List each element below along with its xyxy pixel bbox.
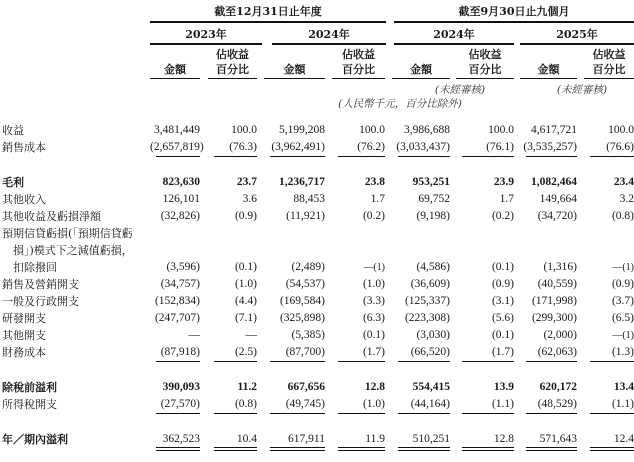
percentage-cell: (0.1) <box>362 329 385 341</box>
divider <box>394 21 634 23</box>
table-row <box>0 139 634 156</box>
percentage-cell: (76.3) <box>208 139 257 156</box>
table-row <box>0 310 634 327</box>
percentage-cell: 23.4 <box>613 176 634 188</box>
amount-label: 金額 <box>283 63 306 76</box>
amount-cell: 1,236,717 <box>279 176 325 188</box>
percentage-cell: 100.0 <box>608 124 634 136</box>
amount-label: 金額 <box>537 63 560 76</box>
divider <box>584 78 634 79</box>
amount-cell: (299,300) <box>531 312 577 324</box>
percentage-cell: 13.4 <box>613 381 634 393</box>
period-nine-months: 截至9月30日止九個月 <box>458 5 570 18</box>
amount-cell: (3,535,257) <box>520 139 577 156</box>
amount-cell: (27,570) <box>150 396 200 413</box>
amount-cell: 5,199,208 <box>279 124 325 136</box>
percentage-cell: (0.9) <box>611 278 634 290</box>
amount-cell: (171,998) <box>531 295 577 307</box>
amount-cell: 953,251 <box>412 176 450 188</box>
row-label: 年／期內溢利 <box>2 433 68 446</box>
percentage-cell: 11.2 <box>237 381 257 393</box>
percentage-cell: 3.6 <box>242 193 257 205</box>
percentage-cell: 12.8 <box>456 431 514 448</box>
amount-cell: (9,198) <box>416 210 450 222</box>
amount-label: 金額 <box>164 63 186 76</box>
amount-cell: 88,453 <box>293 193 325 205</box>
table-row <box>0 122 634 139</box>
amount-cell: (32,826) <box>160 210 200 222</box>
amount-cell: 69,752 <box>418 193 450 205</box>
table-row <box>0 191 634 208</box>
table-row <box>0 208 634 225</box>
table-row <box>0 225 634 276</box>
amount-cell: (5,385) <box>291 329 325 341</box>
amount-cell: 3,481,449 <box>154 124 200 136</box>
percentage-cell: 10.4 <box>208 431 257 448</box>
percentage-cell: (0.9) <box>234 210 257 222</box>
amount-cell: (325,898) <box>279 312 325 324</box>
unit-note: (人民幣千元，百分比除外) <box>338 98 462 110</box>
amount-cell: (169,584) <box>279 295 325 307</box>
amount-cell: (247,707) <box>154 312 200 324</box>
divider <box>264 78 325 79</box>
row-label: 損」)模式下之減值虧損， <box>2 244 133 257</box>
amount-cell: (54,537) <box>285 278 325 290</box>
percentage-cell: (3.1) <box>491 295 514 307</box>
amount-cell: 362,523 <box>150 431 200 448</box>
percentage-cell: (1.3) <box>584 344 634 361</box>
period-full-year: 截至12月31日止年度 <box>214 5 322 18</box>
pct-label-line2: 百分比 <box>342 63 375 76</box>
row-label: 一般及行政開支 <box>2 295 79 308</box>
row-label: 研發開支 <box>2 312 46 325</box>
divider <box>520 78 577 79</box>
amount-cell: 1,082,464 <box>531 176 577 188</box>
percentage-cell: (0.8) <box>208 396 257 413</box>
row-label: 扣除撥回 <box>2 261 57 274</box>
percentage-cell: 11.9 <box>332 431 385 448</box>
pct-label-line1: 佔收益 <box>468 48 502 61</box>
amount-cell: 149,664 <box>539 193 577 205</box>
amount-cell: (2,489) <box>291 261 325 273</box>
percentage-cell: (0.8) <box>611 210 634 222</box>
percentage-cell: 1.7 <box>499 193 514 205</box>
percentage-cell: —(1) <box>612 330 634 341</box>
amount-cell: (34,720) <box>537 210 577 222</box>
amount-cell: (3,962,491) <box>264 139 325 156</box>
amount-cell: 3,986,688 <box>404 124 450 136</box>
row-label: 銷售及營銷開支 <box>2 278 79 291</box>
percentage-cell: (1.1) <box>456 396 514 413</box>
amount-cell: 390,093 <box>162 381 200 393</box>
amount-cell: 617,911 <box>264 431 325 448</box>
percentage-cell: (0.1) <box>234 261 257 273</box>
table-row <box>0 327 634 344</box>
amount-cell: 571,643 <box>520 431 577 448</box>
row-label: 毛利 <box>2 176 24 189</box>
amount-cell: (49,745) <box>264 396 325 413</box>
amount-cell: (3,033,437) <box>392 139 450 156</box>
unaudited-note: (未經審核) <box>434 84 486 96</box>
table-row <box>0 293 634 310</box>
amount-cell: (125,337) <box>404 295 450 307</box>
percentage-cell: (0.1) <box>491 329 514 341</box>
divider <box>520 43 634 45</box>
amount-cell: 126,101 <box>162 193 200 205</box>
amount-cell: (34,757) <box>160 278 200 290</box>
percentage-cell: 12.8 <box>364 381 385 393</box>
percentage-cell: (3.3) <box>362 295 385 307</box>
amount-cell: (87,918) <box>150 344 200 361</box>
amount-cell: — <box>188 329 200 341</box>
divider <box>394 43 514 45</box>
pct-label-line1: 佔收益 <box>342 48 375 61</box>
percentage-cell: 13.9 <box>493 381 514 393</box>
percentage-cell: 12.4 <box>584 431 634 448</box>
percentage-cell: 23.7 <box>236 176 257 188</box>
amount-cell: 620,172 <box>539 381 577 393</box>
amount-cell: 554,415 <box>412 381 450 393</box>
percentage-cell: (2.5) <box>208 344 257 361</box>
amount-cell: (87,700) <box>264 344 325 361</box>
amount-cell: 510,251 <box>392 431 450 448</box>
percentage-cell: (76.2) <box>332 139 385 156</box>
percentage-cell: 23.9 <box>493 176 514 188</box>
divider <box>332 78 385 79</box>
percentage-cell: —(1) <box>612 262 634 273</box>
amount-cell: (3,596) <box>166 261 200 273</box>
year-2023: 2023年 <box>185 28 227 41</box>
pct-label-line2: 百分比 <box>592 63 626 76</box>
percentage-cell: (3.7) <box>611 295 634 307</box>
table-row <box>0 344 634 361</box>
percentage-cell: —(1) <box>363 262 385 273</box>
percentage-cell: 23.8 <box>364 176 385 188</box>
row-label: 除稅前溢利 <box>2 381 57 394</box>
amount-cell: (36,609) <box>410 278 450 290</box>
percentage-cell: (0.2) <box>362 210 385 222</box>
percentage-cell: 100.0 <box>231 124 257 136</box>
percentage-cell: 100.0 <box>359 124 385 136</box>
table-row <box>0 379 634 396</box>
row-label: 所得稅開支 <box>2 398 57 411</box>
row-label: 其他收入 <box>2 193 46 206</box>
row-label: 銷售成本 <box>2 141 46 154</box>
percentage-cell: (76.1) <box>456 139 514 156</box>
pct-label-line1: 佔收益 <box>592 48 626 61</box>
divider <box>150 43 262 45</box>
year-2025-9m: 2025年 <box>556 28 598 41</box>
table-row <box>0 396 634 413</box>
amount-cell: (44,164) <box>392 396 450 413</box>
percentage-cell: 3.2 <box>619 193 634 205</box>
amount-cell: (4,586) <box>416 261 450 273</box>
row-label: 財務成本 <box>2 346 46 359</box>
table-row <box>0 174 634 191</box>
pct-label-line2: 百分比 <box>216 63 249 76</box>
table-row <box>0 431 634 448</box>
amount-cell: (3,030) <box>416 329 450 341</box>
year-2024-9m: 2024年 <box>433 28 475 41</box>
divider <box>272 43 386 45</box>
divider <box>208 78 257 79</box>
percentage-cell: (4.4) <box>234 295 257 307</box>
pct-label-line1: 佔收益 <box>216 48 249 61</box>
amount-cell: 667,656 <box>287 381 325 393</box>
percentage-cell: (0.9) <box>491 278 514 290</box>
amount-cell: 823,630 <box>162 176 200 188</box>
row-label: 其他收益及虧損淨額 <box>2 210 101 223</box>
amount-cell: (48,529) <box>520 396 577 413</box>
percentage-cell: (0.2) <box>491 210 514 222</box>
unaudited-note: (未經審核) <box>556 84 608 96</box>
amount-cell: (152,834) <box>154 295 200 307</box>
percentage-cell: (76.6) <box>584 139 634 156</box>
divider <box>150 21 386 23</box>
divider <box>150 78 200 79</box>
percentage-cell: 1.7 <box>370 193 385 205</box>
amount-cell: (2,657,819) <box>150 139 200 156</box>
amount-cell: (1,316) <box>543 261 577 273</box>
percentage-cell: (0.1) <box>491 261 514 273</box>
amount-cell: (11,921) <box>286 210 325 222</box>
amount-label: 金額 <box>410 63 432 76</box>
row-label: 預期信貸虧損(「預期信貸虧 <box>2 227 133 240</box>
percentage-cell: 100.0 <box>488 124 514 136</box>
amount-cell: 4,617,721 <box>531 124 577 136</box>
amount-cell: (62,063) <box>520 344 577 361</box>
percentage-cell: (6.5) <box>611 312 634 324</box>
amount-cell: (223,308) <box>404 312 450 324</box>
percentage-cell: (1.0) <box>362 278 385 290</box>
percentage-cell: (1.1) <box>584 396 634 413</box>
year-2024: 2024年 <box>308 28 350 41</box>
percentage-cell: (1.0) <box>332 396 385 413</box>
table-row <box>0 276 634 293</box>
percentage-cell: (6.3) <box>362 312 385 324</box>
row-label: 收益 <box>2 124 24 137</box>
percentage-cell: (1.7) <box>332 344 385 361</box>
percentage-cell: (1.0) <box>234 278 257 290</box>
percentage-cell: (1.7) <box>456 344 514 361</box>
divider <box>456 78 514 79</box>
amount-cell: (66,520) <box>392 344 450 361</box>
amount-cell: (2,000) <box>543 329 577 341</box>
divider <box>392 78 450 79</box>
percentage-cell: (7.1) <box>234 312 257 324</box>
row-label: 其他開支 <box>2 329 46 342</box>
pct-label-line2: 百分比 <box>468 63 502 76</box>
amount-cell: (40,559) <box>537 278 577 290</box>
percentage-cell: — <box>245 329 257 341</box>
percentage-cell: (5.6) <box>491 312 514 324</box>
